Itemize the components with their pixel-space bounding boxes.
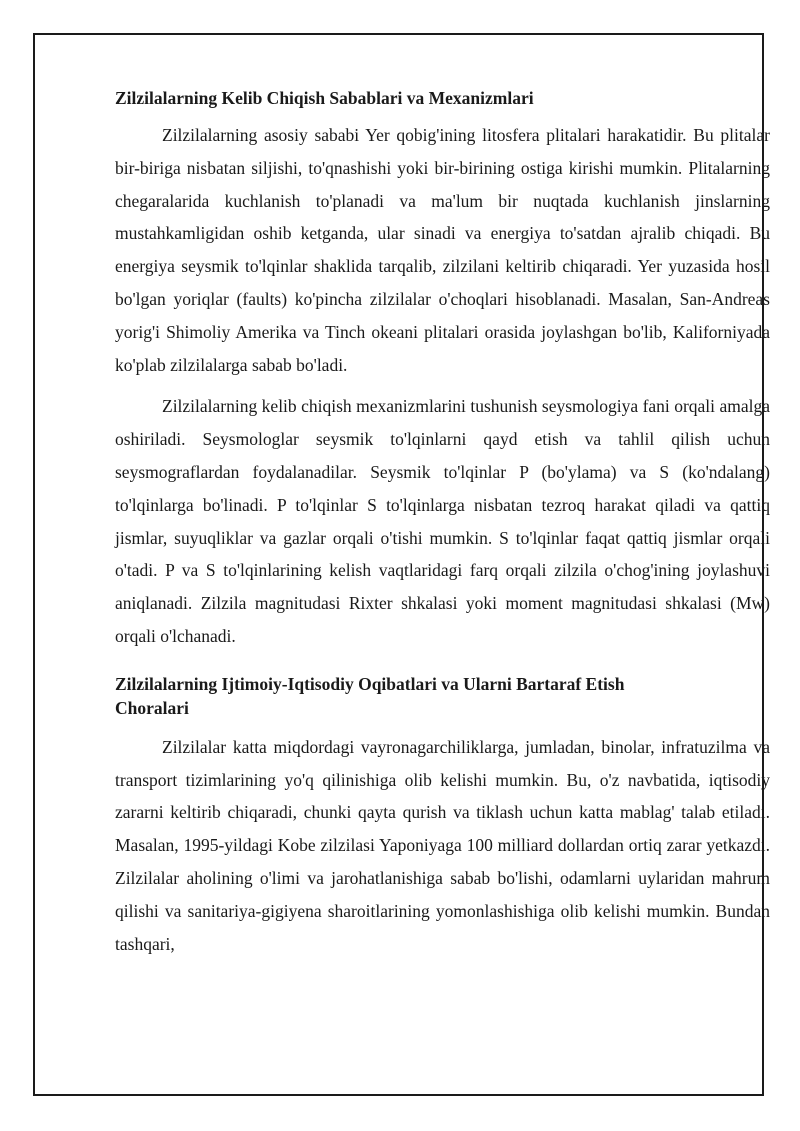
document-body [115,86,770,969]
body-paragraph: Zilzilalar katta miqdordagi vayronagarchiliklarga, jumladan, binolar, infratuzilma va transport tizimlarining yo'q qilinishiga olib kelishi mumkin. Bu, o'z navbatida, iqtisodiy zararni keltirib chiqaradi, chunki qayta qurish va tiklash uchun katta mablag' talab etiladi. Masalan, 1995-yildagi Kobe zilzilasi Yaponiyaga 100 milliard dollardan ortiq zarar yetkazdi. Zilzilalar aholining o'limi va jarohatlanishiga sabab bo'lishi, odamlarni uylaridan mahrum qilishi va sanitariya-gigiyena sharoitlarining yomonlashishiga olib kelishi mumkin. Bundan tashqari, [115,736,770,954]
section-heading: Zilzilalarning Ijtimoiy-Iqtisodiy Oqibatlari va Ularni Bartaraf Etish Choralari [115,673,625,718]
body-paragraph: Zilzilalarning kelib chiqish mexanizmlarini tushunish seysmologiya fani orqali amalga oshiriladi. Seysmologlar seysmik to'lqinlarni qayd etish va tahlil qilish uchun seysmograflardan foydalanadilar. Seysmik to'lqinlar P (bo'ylama) va S (ko'ndalang) to'lqinlarga bo'linadi. P to'lqinlar S to'lqinlarga nisbatan tezroq harakat qiladi va qattiq jismlar, suyuqliklar va gazlar orqali o'tishi mumkin. S to'lqinlar faqat qattiq jismlar orqali o'tadi. P va S to'lqinlarining kelish vaqtlaridagi farq orqali zilzila o'chog'ining joylashuvi aniqlanadi. Zilzila magnitudasi Rixter shkalasi yoki moment magnitudasi shkalasi (Mw) orqali o'lchanadi. [115,396,770,646]
section-heading: Zilzilalarning Kelib Chiqish Sabablari va Mexanizmlari [115,88,534,108]
body-paragraph: Zilzilalarning asosiy sababi Yer qobig'ining litosfera plitalari harakatidir. Bu plitalar bir-biriga nisbatan siljishi, to'qnashishi yoki bir-birining ostiga kirishi mumkin. Plitalarning chegaralarida kuchlanish to'planadi va ma'lum bir nuqtada kuchlanish jinslarning mustahkamligidan oshib ketganda, ular sinadi va energiya to'satdan ajralib chiqadi. Bu energiya seysmik to'lqinlar shaklida tarqalib, zilzilani keltirib chiqaradi. Yer yuzasida hosil bo'lgan yoriqlar (faults) ko'pincha zilzilalar o'choqlari hisoblanadi. Masalan, San-Andreas yorig'i Shimoliy Amerika va Tinch okeani plitalari orasida joylashgan bo'lib, Kaliforniyada ko'plab zilzilalarga sabab bo'ladi. [115,125,770,375]
